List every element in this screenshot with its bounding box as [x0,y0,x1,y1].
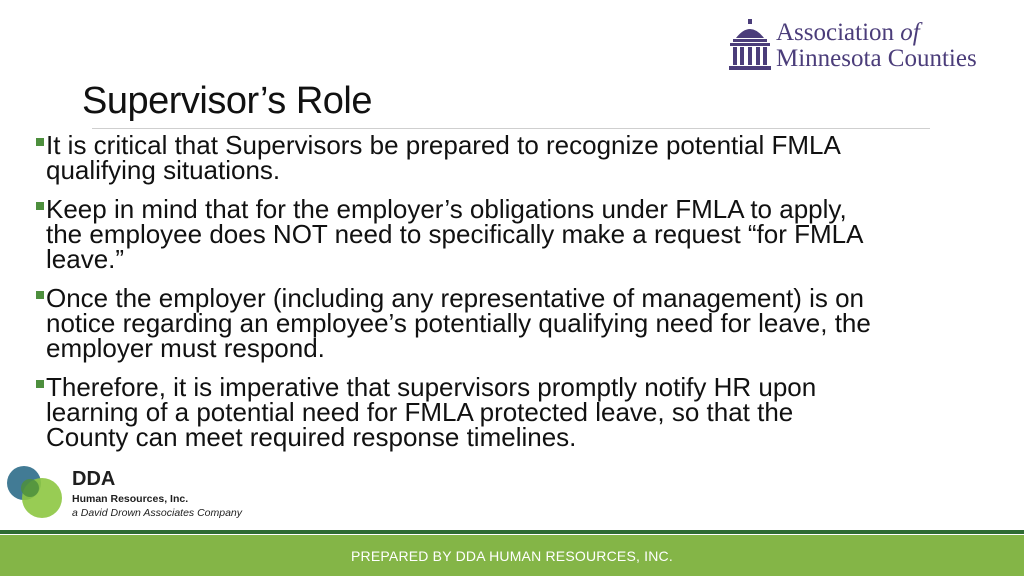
bullet-line: leave.” [46,244,125,274]
bullet-line: Once the employer (including any representative of management) is on [46,283,864,313]
amc-logo-line1: Association [776,19,901,46]
square-bullet-icon [36,202,44,210]
bullet-line: notice regarding an employee’s potentially qualifying need for leave, the [46,308,871,338]
title-divider [92,128,930,129]
bullet-line: It is critical that Supervisors be prepared to recognize potential FMLA [46,130,841,160]
association-of-minnesota-counties-logo [728,18,1003,78]
bullet-line: qualifying situations. [46,155,281,185]
bullet-item [36,130,1011,185]
bullet-list [36,130,1011,464]
bullet-item [36,194,1011,274]
footer-text: PREPARED BY DDA HUMAN RESOURCES, INC. [351,547,673,564]
bullet-line: Keep in mind that for the employer’s obligations under FMLA to apply, [46,194,847,224]
bullet-line: County can meet required response timelines. [46,422,577,452]
bullet-line: employer must respond. [46,333,325,363]
bullet-line: learning of a potential need for FMLA protected leave, so that the [46,397,794,427]
dda-logo-name: DDA [72,468,116,490]
amc-logo-text [776,20,977,72]
bullet-item [36,283,1011,363]
square-bullet-icon [36,291,44,299]
capitol-building-icon [728,18,772,74]
footer-bar [0,535,1024,576]
amc-logo-line1-italic: of [900,19,920,46]
square-bullet-icon [36,380,44,388]
bullet-item [36,372,1011,452]
dda-logo-tagline: a David Drown Associates Company [72,507,243,519]
overlapping-circles-icon [4,464,68,520]
amc-logo-line2: Minnesota Counties [776,45,977,72]
footer-divider [0,530,1024,534]
dda-logo [4,464,264,524]
square-bullet-icon [36,138,44,146]
slide-title: Supervisor’s Role [82,80,373,122]
dda-logo-subtitle: Human Resources, Inc. [72,493,189,505]
bullet-line: Therefore, it is imperative that supervisors promptly notify HR upon [46,372,817,402]
bullet-line: the employee does NOT need to specifically make a request “for FMLA [46,219,864,249]
